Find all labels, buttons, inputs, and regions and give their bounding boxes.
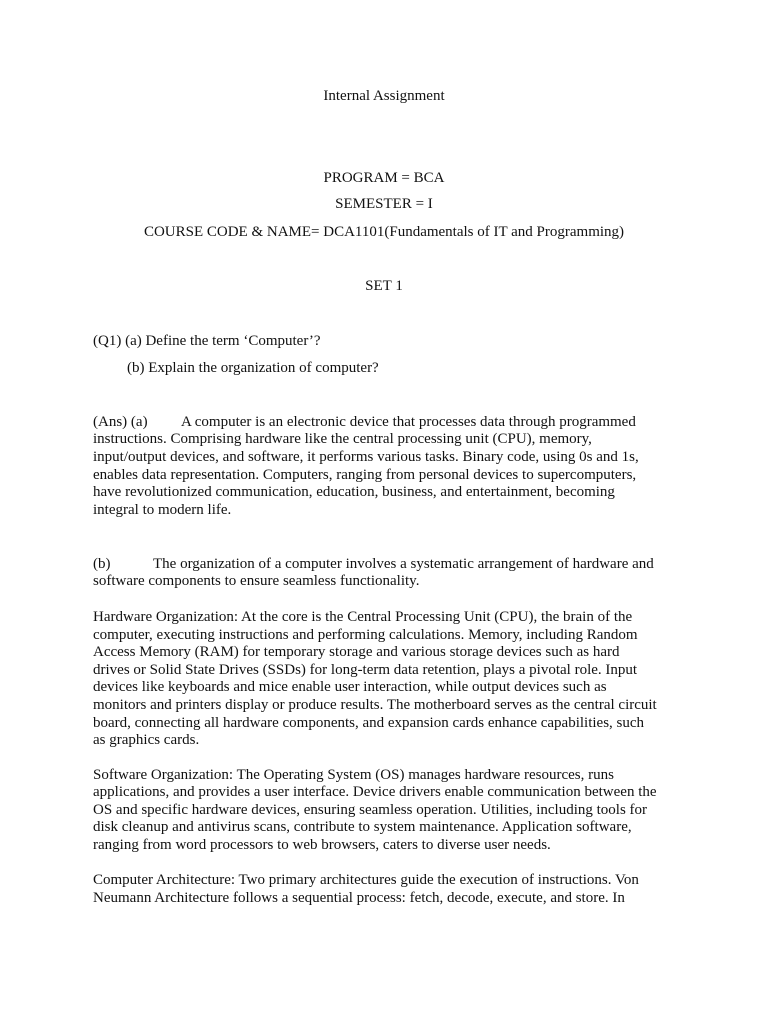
answer-a-line-5: have revolutionized communication, education, business, and entertainment, becoming xyxy=(93,484,615,500)
software-line-2: applications, and provides a user interface. Device drivers enable communication between the xyxy=(93,784,657,800)
answer-b-line-2: software components to ensure seamless functionality. xyxy=(93,573,420,589)
software-line-1: Software Organization: The Operating System (OS) manages hardware resources, runs xyxy=(93,767,614,783)
hardware-line-4: drives or Solid State Drives (SSDs) for long-term data retention, plays a pivotal role. Input xyxy=(93,662,638,678)
answer-b-text: The organization of a computer involves a systematic arrangement of hardware and xyxy=(153,556,654,572)
question-1b: (b) Explain the organization of computer? xyxy=(127,360,379,376)
answer-b-label: (b) xyxy=(93,556,111,572)
document-title: Internal Assignment xyxy=(323,88,445,104)
answer-a-line-4: enables data representation. Computers, ranging from personal devices to supercomputers, xyxy=(93,467,637,483)
question-1a: (Q1) (a) Define the term ‘Computer’? xyxy=(93,333,321,349)
hardware-line-7: board, connecting all hardware components, and expansion cards enhance capabilities, such xyxy=(93,715,645,731)
answer-a-line-1 xyxy=(93,413,636,431)
hardware-line-3: Access Memory (RAM) for temporary storage and various storage devices such as hard xyxy=(93,644,620,660)
software-line-5: ranging from word processors to web browsers, caters to diverse user needs. xyxy=(93,837,551,853)
hardware-line-1: Hardware Organization: At the core is the Central Processing Unit (CPU), the brain of the xyxy=(93,609,633,625)
answer-b-line-1 xyxy=(93,555,654,573)
architecture-line-2: Neumann Architecture follows a sequential process: fetch, decode, execute, and store. In xyxy=(93,890,625,906)
hardware-line-8: as graphics cards. xyxy=(93,732,200,748)
software-line-4: disk cleanup and antivirus scans, contribute to system maintenance. Application software, xyxy=(93,819,632,835)
answer-a-line-6: integral to modern life. xyxy=(93,502,232,518)
hardware-line-2: computer, executing instructions and performing calculations. Memory, including Random xyxy=(93,627,638,643)
architecture-line-1: Computer Architecture: Two primary architectures guide the execution of instructions. Von xyxy=(93,872,639,888)
program-line: PROGRAM = BCA xyxy=(323,170,445,186)
set-label: SET 1 xyxy=(365,278,403,294)
answer-a-text: A computer is an electronic device that processes data through programmed xyxy=(181,414,636,430)
hardware-line-6: monitors and printers display or produce results. The motherboard serves as the central circuit xyxy=(93,697,657,713)
answer-a-line-2: instructions. Comprising hardware like the central processing unit (CPU), memory, xyxy=(93,431,592,447)
hardware-line-5: devices like keyboards and mice enable user interaction, while output devices such as xyxy=(93,679,607,695)
software-line-3: OS and specific hardware devices, ensuring seamless operation. Utilities, including tools for xyxy=(93,802,648,818)
course-line: COURSE CODE & NAME= DCA1101(Fundamentals of IT and Programming) xyxy=(143,224,625,240)
answer-a-line-3: input/output devices, and software, it performs various tasks. Binary code, using 0s and 1s, xyxy=(93,449,639,465)
semester-line: SEMESTER = I xyxy=(335,196,433,212)
answer-a-label: (Ans) (a) xyxy=(93,414,148,430)
